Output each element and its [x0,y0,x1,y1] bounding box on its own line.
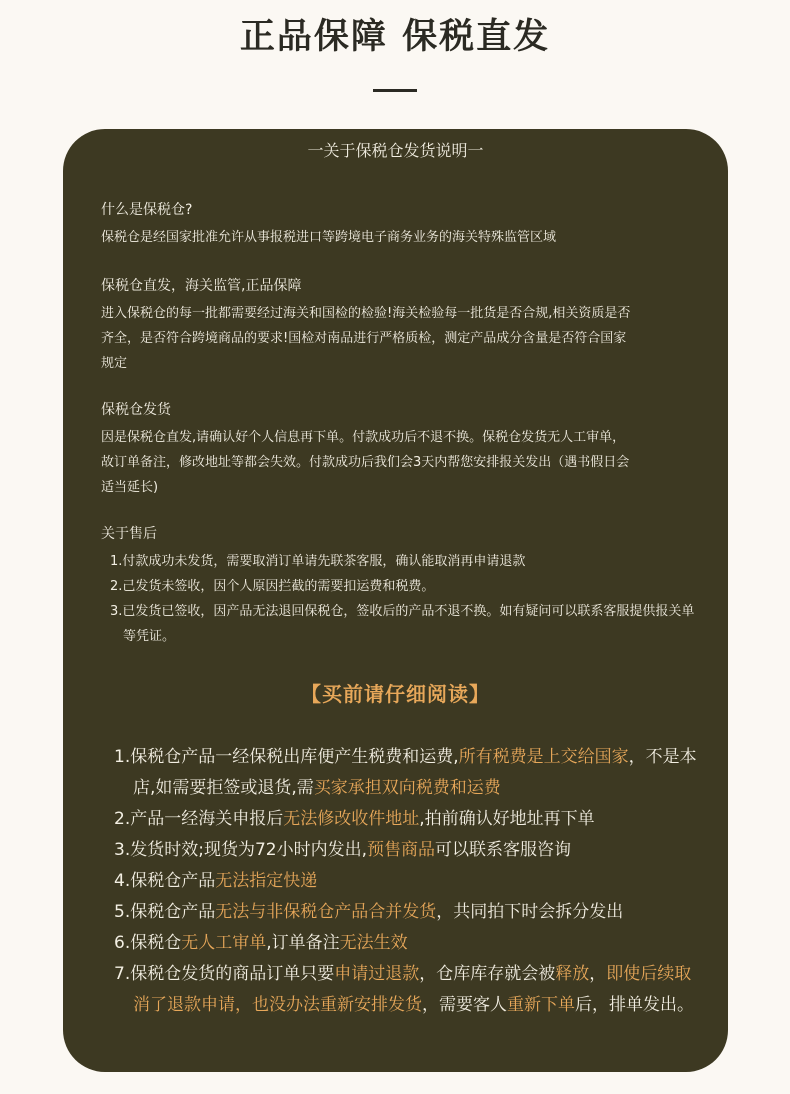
section-line: 齐全，是否符合跨境商品的要求!国检对南品进行严格质检，测定产品成分含量是否符合国家 [101,331,627,346]
section-line: 故订单备注，修改地址等都会失效。付款成功后我们会3天内帮您安排报关发出（遇书假日会 [101,455,630,470]
notice-text: ，不是本店,如需要拒签或退货,需 [133,747,697,798]
list-item: 1.付款成功未发货，需要取消订单请先联茶客服，确认能取消再申请退款 [110,554,526,569]
highlight-text: 申请过退款 [334,964,420,984]
section-title: 关于售后 [101,526,157,542]
notice-text: ,订单备注 [266,933,340,953]
section-title: 保税仓发货 [101,402,171,418]
section-line: 适当延长) [101,480,159,495]
section-line: 保税仓是经国家批准允许从事报税进口等跨境电子商务业务的海关特殊监管区域 [101,230,557,245]
notice-list [114,742,699,1021]
section-body [101,301,701,376]
notice-text: 4.保税仓产品 [114,871,216,891]
notice-text: 后，排单发出。 [575,995,694,1015]
notice-item [114,742,699,804]
section-after-sales [101,524,701,649]
notice-text: ,拍前确认好地址再下单 [419,809,595,829]
notice-item [114,897,699,928]
section-line: 进入保税仓的每一批都需要经过海关和国检的检验!海关检验每一批货是否合规,相关资质是否 [101,306,631,321]
notice-text: ，需要客人 [422,995,507,1015]
notice-text: ，仓库库存就会被 [419,964,556,984]
section-what-is-bonded-warehouse [101,200,701,250]
highlight-text: 重新下单 [507,995,575,1015]
page-title: 正品保障 保税直发 [239,17,551,57]
notice-text: 7.保税仓发货的商品订单只要 [114,964,335,984]
highlight-text: 预售商品 [366,840,435,860]
section-line: 因是保税仓直发,请确认好个人信息再下单。付款成功后不退不换。保税仓发货无人工审单， [101,430,626,445]
list-item: 2.己发货未签收，因个人原因拦截的需要扣运费和税费。 [110,579,435,594]
notice-item [114,804,699,835]
notice-text: 2.产品一经海关申报后 [114,809,284,829]
notice-text: ，共同拍下时会拆分发出 [436,902,624,922]
highlight-text: 无法生效 [339,933,408,953]
highlight-text: 买家承担双向税费和运费 [313,778,501,798]
notice-heading: 【买前请仔细阅读】 [301,682,490,706]
after-sales-list [101,549,701,649]
section-body [101,425,701,500]
notice-item [114,866,699,897]
notice-text: 6.保税仓 [114,933,182,953]
notice-text: 可以联系客服咨询 [434,840,571,860]
list-item: 3.已发货已签收，因产品无法退回保税仓，签收后的产品不退不换。如有疑问可以联系客服提供报关单等凭证。 [110,604,695,644]
notice-text: 1.保税仓产品一经保税出库便产生税费和运费, [114,747,459,767]
notice-item [114,835,699,866]
highlight-text: 释放 [555,964,590,984]
section-line: 规定 [101,356,128,371]
section-title: 保税仓直发，海关监管,正品保障 [101,278,302,294]
notice-text: 5.保税仓产品 [114,902,216,922]
highlight-text: 无法指定快递 [215,871,318,891]
panel-heading: 一关于保税仓发货说明一 [307,141,484,160]
notice-text: ， [589,964,607,984]
highlight-text: 无法修改收件地址 [283,809,420,829]
notice-item [114,959,699,1021]
highlight-text: 所有税费是上交给国家 [458,747,629,767]
title-divider [373,89,417,92]
highlight-text: 即使后续取消了退款申请，也没办法重新安排发货 [133,964,692,1015]
section-body [101,225,701,250]
section-title: 什么是保税仓? [101,202,193,218]
notice-item [114,928,699,959]
highlight-text: 无法与非保税仓产品合并发货 [215,902,437,922]
notice-text: 3.发货时效;现货为72小时内发出, [114,840,367,860]
highlight-text: 无人工审单 [181,933,267,953]
section-warehouse-shipping [101,400,701,500]
section-direct-shipping [101,276,701,376]
